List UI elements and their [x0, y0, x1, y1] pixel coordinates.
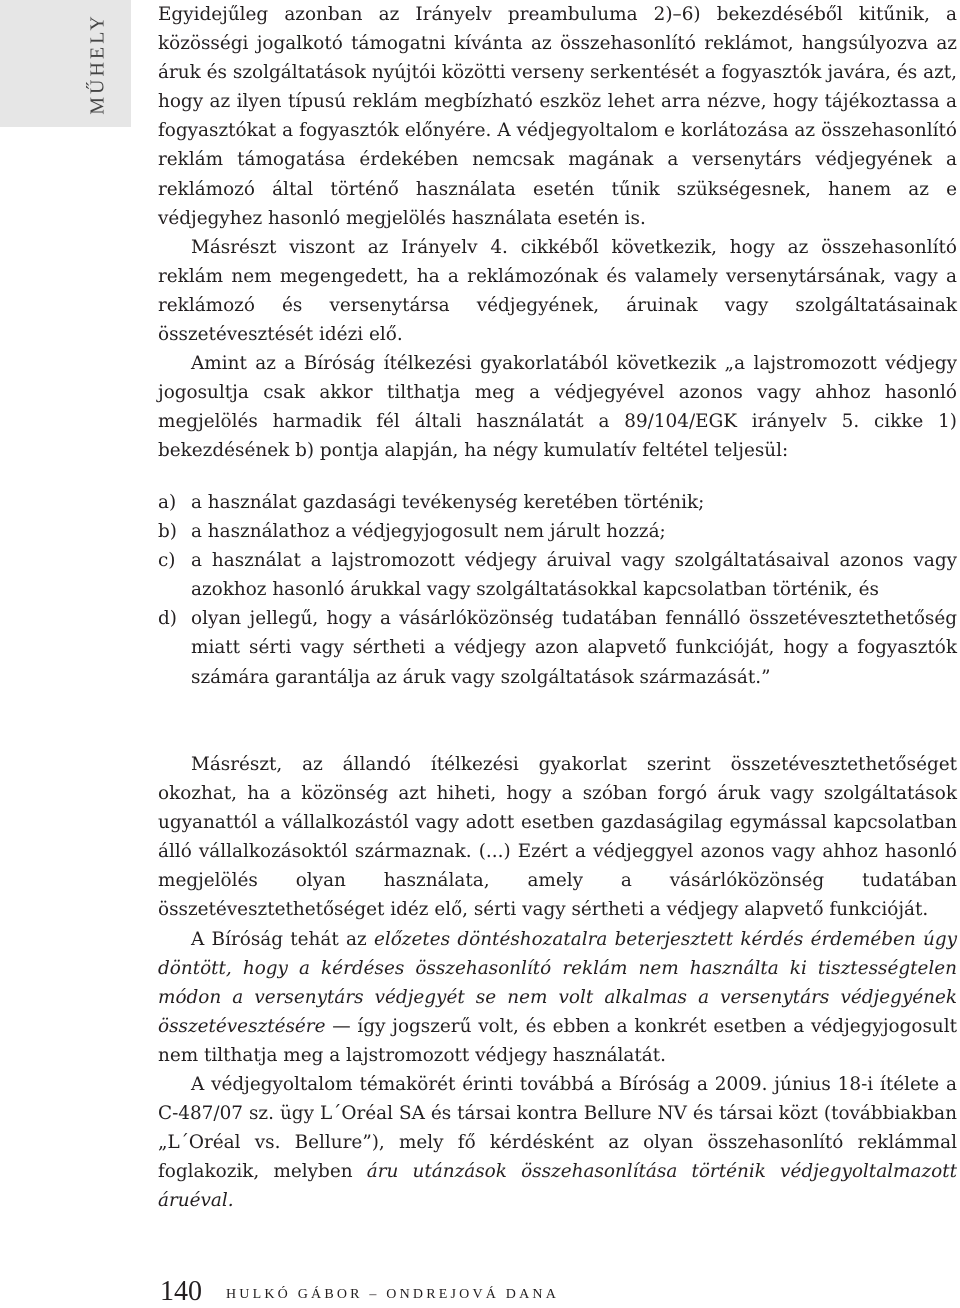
list-item — [158, 488, 957, 517]
paragraph — [158, 925, 957, 1070]
list-marker: a) — [158, 492, 177, 513]
paragraph-italic: áru utánzások összehasonlítása történik védjegyoltalmazott áruéval. — [158, 1161, 957, 1212]
main-text-top — [158, 0, 957, 466]
list-item-text: a használat gazdasági tevékenység keretében történik; — [191, 492, 705, 513]
list-item — [158, 546, 957, 604]
list-marker: b) — [158, 521, 177, 543]
list-marker: d) — [158, 608, 177, 630]
paragraph-text: — így jogszerű volt, és ebben a konkrét esetben a védjegyjogosult nem tilthatja meg a lajstromozott védjegy használatát. — [158, 1015, 957, 1066]
list-item — [158, 604, 957, 691]
running-head: HULKÓ GÁBOR – ONDREJOVÁ DANA — [226, 1287, 560, 1302]
paragraph: Másrészt, az állandó ítélkezési gyakorlat szerint összetévesztethetőséget okozhat, ha a közönség azt hiheti, hogy a szóban forgó áruk vagy szolgáltatások ugyanattól a vállalkozástól vagy adott esetben gazdaságilag egymással kapcsolatban álló vállalkozásoktól származnak. (...) Ezért a védjeggyel azonos vagy ahhoz hasonló megjelölés olyan használata, amely a vásárlóközönség tudatában összetévesztethetőséget idéz elő, sérti vagy sértheti a védjegy alapvető funkcióját. — [158, 754, 957, 921]
section-label: MŰHELY — [86, 13, 109, 115]
paragraph: Másrészt viszont az Irányelv 4. cikkéből következik, hogy az összehasonlító reklám nem megengedett, ha a reklámozónak és valamely versenytársának, vagy a reklámozó és versenytársa védjegyének, áruinak vagy szolgáltatásainak összetévesztését idézi elő. — [158, 236, 957, 346]
list-item-text: a használathoz a védjegyjogosult nem járult hozzá; — [191, 521, 666, 543]
paragraph: Amint az a Bíróság ítélkezési gyakorlatából következik „a lajstromozott védjegy jogosultja csak akkor tilthatja meg a védjegyével azonos vagy ahhoz hasonló megjelölés harmadik fél általi használatát a 89/104/EGK irányelv 5. cikke 1) bekezdésének b) pontja alapján, ha négy kumulatív feltétel teljesül: — [158, 353, 957, 462]
list-item — [158, 517, 957, 546]
list-item-text: a használat a lajstromozott védjegy áruival vagy szolgáltatásaival azonos vagy azokhoz hasonló árukkal vagy szolgáltatásokkal kapcsolatban történik, és — [191, 550, 957, 601]
section-tab — [0, 0, 131, 127]
list-item-text: olyan jellegű, hogy a vásárlóközönség tudatában fennálló összetévesztethetőség miatt sérti vagy sértheti a védjegy azon alapvető funkcióját, hogy a fogyasztók számára garantálja az áruk vagy szolgáltatások származását.” — [191, 608, 957, 688]
main-text-bottom — [158, 750, 957, 1216]
paragraph — [158, 1070, 957, 1215]
paragraph-text: A Bíróság tehát az — [191, 928, 374, 950]
page-number: 140 — [160, 1276, 202, 1307]
paragraph: Egyidejűleg azonban az Irányelv preambuluma 2)–6) bekezdéséből kitűnik, a közösségi jogalkotó támogatni kívánta az összehasonlító reklámot, hangsúlyozva az áruk és szolgáltatások nyújtói közötti verseny serkentését a fogyasztók javára, és azt, hogy az ilyen típusú reklám megbízható eszköz lehet arra nézve, hogy tájékoztassa a fogyasztókat a fogyasztók előnyére. A védjegyoltalom e korlátozása az összehasonlító reklám támogatása érdekében nemcsak magának a versenytárs védjegyének a reklámozó által történő használata esetén tűnik szükségesnek, hanem az e védjegyhez hasonló megjelölés használata esetén is. — [158, 4, 957, 229]
paragraph-italic: előzetes döntéshozatalra beterjesztett kérdés érdemében úgy döntött, hogy a kérdéses összehasonlító reklám nem használta ki tisztességtelen módon a versenytárs védjegyét se nem volt alkalmas a versenytárs védjegyének összetévesztésére — [158, 928, 958, 1037]
condition-list — [158, 488, 957, 692]
list-marker: c) — [158, 550, 176, 572]
paragraph-text: A védjegyoltalom témakörét érinti továbbá a Bíróság a 2009. június 18-i ítélete a C-487/07 sz. ügy L´Oréal SA és társai kontra Bellure NV és társai közt (továbbiakban „L´Oréal vs. Bellure”), mely fő kérdésként az olyan összehasonlító reklámmal foglakozik, melyben — [158, 1074, 957, 1183]
